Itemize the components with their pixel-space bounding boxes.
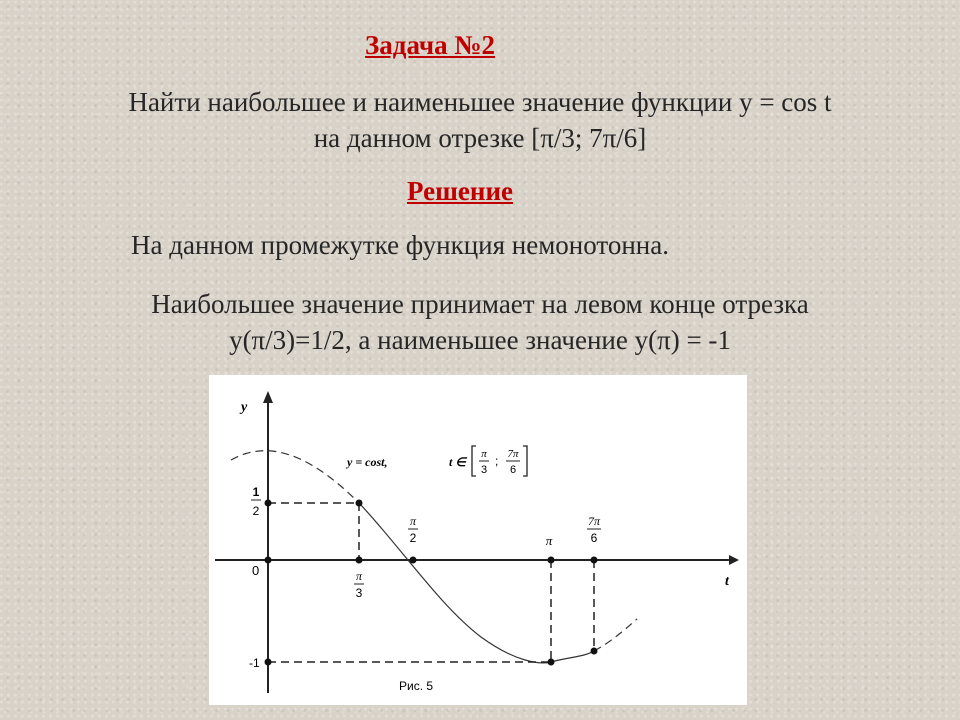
- cosine-graph: [209, 375, 747, 705]
- interval-hi-den: 6: [509, 464, 517, 476]
- y-label-half-num: 1: [252, 485, 260, 499]
- interval-lo-den: 3: [480, 464, 488, 476]
- y-label-half-den: 2: [252, 504, 260, 518]
- task-line-1: Найти наибольшее и наименьшее значение функции y = cos t: [128, 87, 832, 117]
- point-t-pi3: [356, 557, 363, 564]
- point-origin: [265, 557, 272, 564]
- point-y-half: [265, 500, 272, 507]
- figure-caption: Рис. 5: [399, 679, 434, 693]
- t-axis-label: t: [725, 574, 729, 589]
- t-label-pi2-num: π: [409, 514, 417, 528]
- point-y-minus1: [265, 659, 272, 666]
- solution-paragraph-2-line-2: y(π/3)=1/2, а наименьшее значение y(π) = -1: [229, 325, 731, 355]
- task-line-2: на данном отрезке [π/3; 7π/6]: [313, 123, 647, 153]
- task-statement: [40, 84, 920, 156]
- cosine-graph-figure: [209, 375, 747, 705]
- formula-text: y = cost,: [347, 455, 388, 469]
- t-label-pi2-den: 2: [409, 531, 417, 545]
- task-title: Задача №2: [365, 30, 495, 60]
- t-label-pi: π: [545, 533, 553, 548]
- cosine-curve-dashed-right: [594, 619, 637, 651]
- origin-label: 0: [252, 563, 260, 578]
- y-axis-arrow: [263, 391, 273, 403]
- t-axis-arrow: [729, 555, 739, 565]
- t-label-pi3-num: π: [355, 569, 363, 583]
- solution-paragraph-1: На данном промежутке функция немонотонна.: [131, 230, 669, 260]
- y-axis-label: y: [241, 400, 248, 415]
- interval-bracket-right: [523, 446, 527, 476]
- solution-paragraph-2-line-1: Наибольшее значение принимает на левом конце отрезка: [151, 289, 809, 319]
- t-label-7pi6-num: 7π: [587, 514, 601, 528]
- point-t-pi: [548, 557, 555, 564]
- point-t-7pi6: [591, 557, 598, 564]
- solution-heading: Решение: [407, 176, 513, 206]
- t-label-pi3-den: 3: [355, 586, 363, 600]
- point-curve-7pi6: [591, 648, 598, 655]
- interval-bracket-left: [472, 446, 476, 476]
- y-label-minus1: -1: [249, 656, 260, 670]
- point-curve-pi3: [356, 500, 363, 507]
- cosine-curve-dashed-left: [231, 451, 359, 503]
- interval-prefix: t ∈: [449, 455, 466, 469]
- solution-paragraph-2: [40, 286, 920, 358]
- point-curve-min: [548, 659, 555, 666]
- t-label-7pi6-den: 6: [590, 531, 598, 545]
- interval-hi-num: 7π: [507, 448, 519, 460]
- interval-lo-num: π: [481, 448, 487, 460]
- point-t-pi2: [410, 557, 417, 564]
- interval-separator: ;: [495, 454, 499, 468]
- cosine-curve-solid: [359, 503, 594, 663]
